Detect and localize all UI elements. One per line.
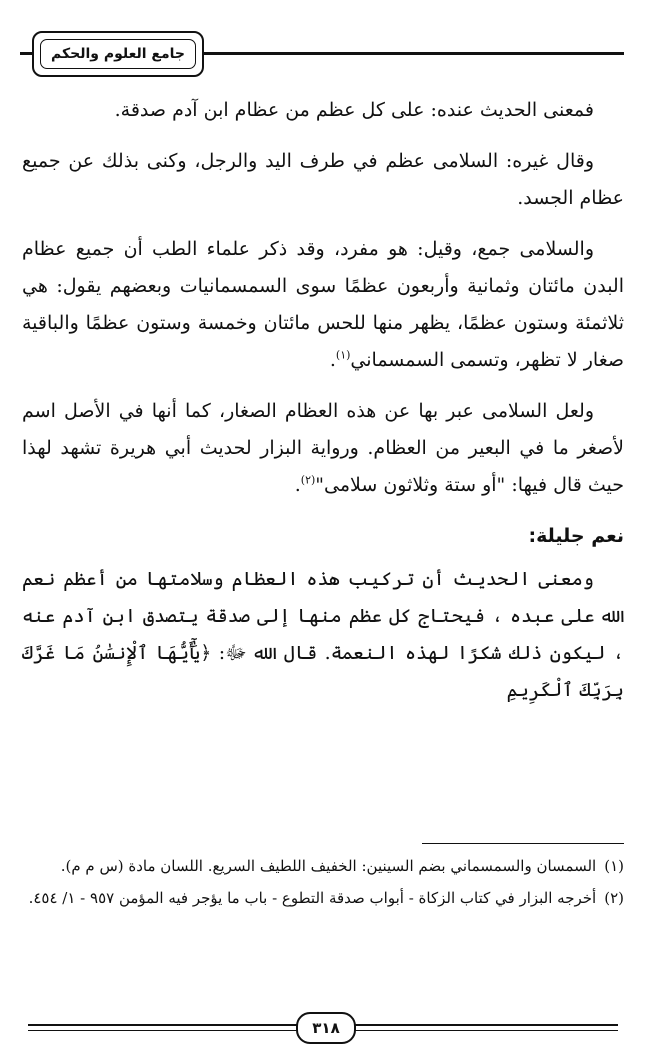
footnote-number: (٢) (604, 889, 624, 907)
page-number: ٣١٨ (296, 1012, 356, 1044)
main-text (22, 92, 624, 723)
paragraph-5: ومعنى الحديث أن تركيب هذه العظام وسلامتها من أعظم نعم الله على عبده ، فيحتاج كل عظم منها إلى صدقة يتصدق ابن آدم عنه ، ليكون ذلك شكرًا لهذه النعمة. قال الله ﷻ: ﴿يَٰٓأَيُّهَا ٱلْإِنسَٰنُ مَا غَرَّكَ بِرَبِّكَ ٱلْكَرِيمِ (22, 568, 624, 701)
footnote-separator (422, 843, 624, 844)
paragraph-3-text: والسلامى جمع، وقيل: هو مفرد، وقد ذكر علماء الطب أن جميع عظام البدن مائتان وثمانية وأربعون عظمًا سوى السمسمانيات وبعضهم يقول: هي ثلاثمئة وستون عظمًا، يظهر منها للحس مائتان وخمسة وستون عظمًا والباقية صغار لا تظهر، وتسمى السمسماني (22, 238, 624, 371)
footnotes (22, 852, 624, 916)
section-heading: نعم جليلة: (528, 525, 624, 547)
footnote-text: أخرجه البزار في كتاب الزكاة - أبواب صدقة التطوع - باب ما يؤجر فيه المؤمن ٩٥٧ - ١/ ٤٥٤. (28, 889, 597, 907)
paragraph-2: وقال غيره: السلامى عظم في طرف اليد والرجل، وكنى بذلك عن جميع عظام الجسد. (22, 150, 624, 209)
book-title: جامع العلوم والحكم (40, 39, 196, 69)
paragraph-1: فمعنى الحديث عنده: على كل عظم من عظام ابن آدم صدقة. (114, 99, 594, 121)
paragraph-4-text: ولعل السلامى عبر بها عن هذه العظام الصغار، كما أنها في الأصل اسم لأصغر ما في البعير من العظام. ورواية البزار لحديث أبي هريرة تشهد لهذا حيث قال فيها: "أو ستة وثلاثون سلامى" (22, 400, 624, 496)
footnote-2 (22, 884, 624, 912)
header-title-frame (32, 31, 204, 77)
footnote-ref-2: (٢) (300, 473, 316, 487)
paragraph-4-end: . (294, 474, 301, 496)
footnote-1 (22, 852, 624, 880)
paragraph-4 (22, 393, 624, 504)
paragraph-3 (22, 231, 624, 379)
footnote-ref-1: (١) (335, 348, 351, 362)
footnote-number: (١) (604, 857, 624, 875)
paragraph-3-end: . (329, 349, 336, 371)
footnote-text: السمسان والسمسماني بضم السينين: الخفيف اللطيف السريع. اللسان مادة (س م م). (60, 857, 597, 875)
